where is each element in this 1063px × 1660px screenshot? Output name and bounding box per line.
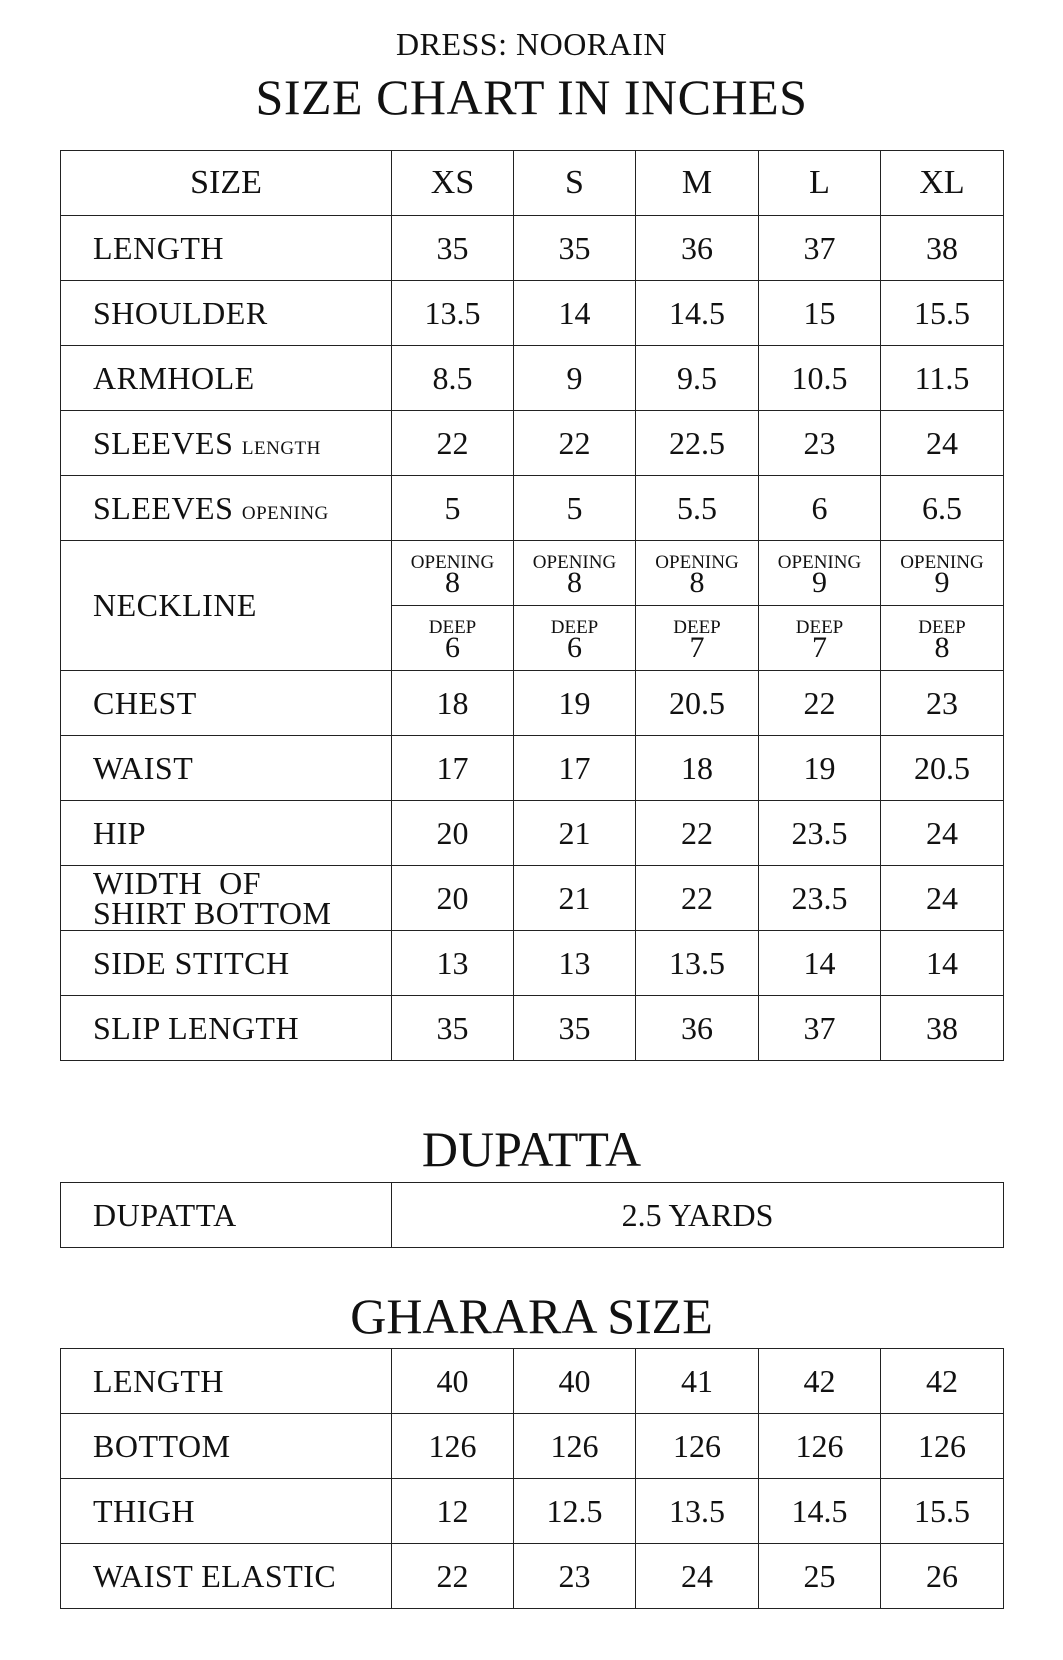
- cell-l: 22: [759, 671, 881, 736]
- neck-deep-value: 6: [445, 630, 460, 664]
- cell-s: 21: [514, 866, 636, 931]
- gharara-title: GHARARA SIZE: [350, 1288, 713, 1344]
- row-label-main: SLEEVES: [93, 424, 234, 461]
- row-label: DUPATTA: [61, 1183, 392, 1248]
- cell-xl: 11.5: [881, 346, 1004, 411]
- cell-xl: 42: [881, 1349, 1004, 1414]
- dupatta-table: [60, 1182, 1004, 1248]
- cell-xs: 22: [392, 1544, 514, 1609]
- cell-s: 126: [514, 1414, 636, 1479]
- cell-s: 35: [514, 216, 636, 281]
- cell-l: 23.5: [759, 866, 881, 931]
- neck-opening-key: OPENING: [777, 551, 862, 573]
- cell-l: 23.5: [759, 801, 881, 866]
- cell-s: 17: [514, 736, 636, 801]
- dupatta-title: DUPATTA: [421, 1121, 642, 1177]
- neck-deep-m: [636, 606, 759, 671]
- cell-m: 18: [636, 736, 759, 801]
- cell-xl: 38: [881, 216, 1004, 281]
- neck-deep-s: [514, 606, 636, 671]
- cell-s: 40: [514, 1349, 636, 1414]
- shirt-size-table: [60, 150, 1004, 1061]
- row-label: LENGTH: [61, 1349, 392, 1414]
- row-shoulder: [61, 281, 1004, 346]
- dress-name: DRESS: NOORAIN: [395, 26, 668, 62]
- row-label: [61, 866, 392, 931]
- cell-m: 14.5: [636, 281, 759, 346]
- cell-l: 42: [759, 1349, 881, 1414]
- row-sleeves-length: [61, 411, 1004, 476]
- neck-deep-key: DEEP: [795, 616, 844, 638]
- row-gharara-thigh: [61, 1479, 1004, 1544]
- neck-deep-xs: [392, 606, 514, 671]
- row-gharara-length: [61, 1349, 1004, 1414]
- neck-deep-key: DEEP: [673, 616, 721, 638]
- row-waist: [61, 736, 1004, 801]
- cell-l: 25: [759, 1544, 881, 1609]
- row-neckline-opening: [61, 541, 1004, 606]
- cell-xl: 6.5: [881, 476, 1004, 541]
- row-side-stitch: [61, 931, 1004, 996]
- neck-deep-key: DEEP: [918, 616, 966, 638]
- cell-m: 36: [636, 216, 759, 281]
- neck-opening-value: 9: [812, 565, 827, 599]
- page-title: SIZE CHART IN INCHES: [255, 69, 808, 125]
- cell-l: 14: [759, 931, 881, 996]
- row-label-line2: SHIRT BOTTOM: [93, 895, 332, 931]
- row-label: CHEST: [61, 671, 392, 736]
- row-label-sub: LENGTH: [241, 437, 321, 459]
- cell-xl: 23: [881, 671, 1004, 736]
- neck-opening-xl: [881, 541, 1004, 606]
- cell-xl: 24: [881, 411, 1004, 476]
- neck-deep-key: DEEP: [550, 616, 599, 638]
- cell-s: 22: [514, 411, 636, 476]
- row-gharara-waist-elastic: [61, 1544, 1004, 1609]
- size-header-m: M: [636, 151, 759, 216]
- size-header-label: SIZE: [61, 151, 392, 216]
- neck-deep-key: DEEP: [428, 616, 477, 638]
- row-label: HIP: [61, 801, 392, 866]
- cell-l: 37: [759, 216, 881, 281]
- cell-xl: 15.5: [881, 1479, 1004, 1544]
- cell-xl: 126: [881, 1414, 1004, 1479]
- cell-m: 22: [636, 801, 759, 866]
- cell-xs: 18: [392, 671, 514, 736]
- row-label: ARMHOLE: [61, 346, 392, 411]
- row-sleeves-opening: [61, 476, 1004, 541]
- cell-xl: 14: [881, 931, 1004, 996]
- row-label: SHOULDER: [61, 281, 392, 346]
- cell-m: 9.5: [636, 346, 759, 411]
- cell-m: 22.5: [636, 411, 759, 476]
- neck-opening-key: OPENING: [532, 551, 617, 573]
- cell-l: 15: [759, 281, 881, 346]
- cell-m: 36: [636, 996, 759, 1061]
- row-label: WAIST ELASTIC: [61, 1544, 392, 1609]
- neck-opening-value: 8: [689, 565, 705, 599]
- cell-xs: 20: [392, 801, 514, 866]
- size-header-xs: XS: [392, 151, 514, 216]
- row-label: THIGH: [61, 1479, 392, 1544]
- row-width-of-shirt-bottom: [61, 866, 1004, 931]
- row-label-line1: WIDTH OF: [93, 865, 262, 901]
- row-label-main: SLEEVES: [93, 489, 234, 526]
- row-label: SLIP LENGTH: [61, 996, 392, 1061]
- size-header-s: S: [514, 151, 636, 216]
- cell-xs: 20: [392, 866, 514, 931]
- neck-opening-key: OPENING: [410, 551, 495, 573]
- cell-m: 13.5: [636, 931, 759, 996]
- row-length: [61, 216, 1004, 281]
- row-label: [61, 476, 392, 541]
- cell-xs: 8.5: [392, 346, 514, 411]
- row-label: LENGTH: [61, 216, 392, 281]
- cell-l: 10.5: [759, 346, 881, 411]
- neck-opening-value: 8: [567, 565, 582, 599]
- row-label-neckline: NECKLINE: [61, 541, 392, 671]
- cell-xs: 13: [392, 931, 514, 996]
- gharara-table: [60, 1348, 1004, 1609]
- size-header-row: [61, 151, 1004, 216]
- neck-opening-key: OPENING: [655, 551, 739, 573]
- row-label: [61, 411, 392, 476]
- cell-l: 23: [759, 411, 881, 476]
- cell-xs: 126: [392, 1414, 514, 1479]
- cell-xl: 26: [881, 1544, 1004, 1609]
- row-chest: [61, 671, 1004, 736]
- cell-m: 24: [636, 1544, 759, 1609]
- row-label: WAIST: [61, 736, 392, 801]
- cell-l: 19: [759, 736, 881, 801]
- size-header-xl: XL: [881, 151, 1004, 216]
- dupatta-value: 2.5 YARDS: [392, 1183, 1004, 1248]
- cell-xs: 12: [392, 1479, 514, 1544]
- cell-s: 9: [514, 346, 636, 411]
- neck-deep-xl: [881, 606, 1004, 671]
- cell-m: 22: [636, 866, 759, 931]
- cell-m: 41: [636, 1349, 759, 1414]
- cell-l: 14.5: [759, 1479, 881, 1544]
- cell-xl: 24: [881, 866, 1004, 931]
- cell-m: 5.5: [636, 476, 759, 541]
- neck-deep-value: 8: [934, 630, 950, 664]
- cell-xl: 20.5: [881, 736, 1004, 801]
- cell-xl: 15.5: [881, 281, 1004, 346]
- row-hip: [61, 801, 1004, 866]
- row-slip-length: [61, 996, 1004, 1061]
- neck-opening-l: [759, 541, 881, 606]
- cell-s: 21: [514, 801, 636, 866]
- neck-opening-xs: [392, 541, 514, 606]
- cell-xl: 24: [881, 801, 1004, 866]
- row-gharara-bottom: [61, 1414, 1004, 1479]
- cell-xl: 38: [881, 996, 1004, 1061]
- size-header-l: L: [759, 151, 881, 216]
- neck-deep-l: [759, 606, 881, 671]
- cell-l: 126: [759, 1414, 881, 1479]
- row-armhole: [61, 346, 1004, 411]
- cell-s: 5: [514, 476, 636, 541]
- neck-deep-value: 7: [812, 630, 827, 664]
- cell-xs: 17: [392, 736, 514, 801]
- row-label: SIDE STITCH: [61, 931, 392, 996]
- neck-opening-key: OPENING: [900, 551, 984, 573]
- cell-xs: 35: [392, 996, 514, 1061]
- neck-deep-value: 7: [689, 630, 705, 664]
- cell-s: 14: [514, 281, 636, 346]
- cell-l: 6: [759, 476, 881, 541]
- cell-xs: 13.5: [392, 281, 514, 346]
- neck-deep-value: 6: [567, 630, 582, 664]
- neck-opening-m: [636, 541, 759, 606]
- cell-l: 37: [759, 996, 881, 1061]
- cell-s: 19: [514, 671, 636, 736]
- cell-m: 126: [636, 1414, 759, 1479]
- cell-s: 23: [514, 1544, 636, 1609]
- cell-xs: 5: [392, 476, 514, 541]
- neck-opening-value: 9: [934, 565, 950, 599]
- cell-s: 12.5: [514, 1479, 636, 1544]
- cell-xs: 35: [392, 216, 514, 281]
- neck-opening-value: 8: [445, 565, 460, 599]
- row-dupatta: [61, 1183, 1004, 1248]
- cell-s: 35: [514, 996, 636, 1061]
- row-label-sub: OPENING: [241, 502, 329, 524]
- row-label: BOTTOM: [61, 1414, 392, 1479]
- cell-xs: 22: [392, 411, 514, 476]
- cell-s: 13: [514, 931, 636, 996]
- cell-m: 13.5: [636, 1479, 759, 1544]
- cell-m: 20.5: [636, 671, 759, 736]
- cell-xs: 40: [392, 1349, 514, 1414]
- neck-opening-s: [514, 541, 636, 606]
